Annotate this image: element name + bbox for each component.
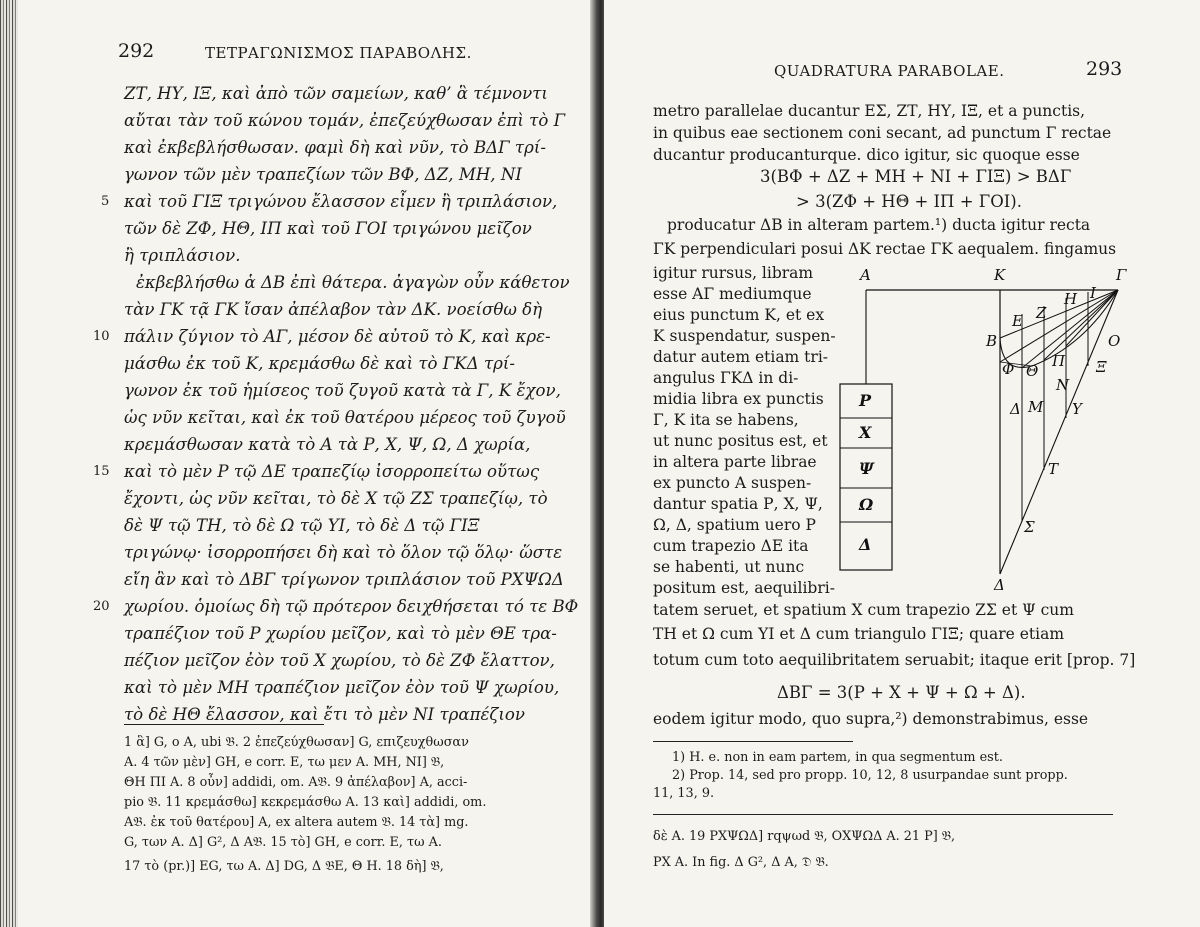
right-line-last: eodem igitur modo, quo supra,²) demonstrabimus, esse xyxy=(653,710,1089,728)
right-line-bottom: totum cum toto aequilibritatem seruabit; itaque erit [prop. 7] xyxy=(653,651,1136,669)
left-line-20: χωρίου. ὁμοίως δὴ τῷ πρότερον δειχθήσεται τό τε ΒΦ xyxy=(124,597,579,616)
left-line-13: ὡς νῦν κεῖται, καὶ ἐκ τοῦ θατέρου μέρεος τοῦ ζυγοῦ xyxy=(124,408,566,427)
equation-1-line-1: 3(ΒΦ + ΔΖ + ΜΗ + ΝΙ + ΓΙΞ) > ΒΔΓ xyxy=(760,167,1072,186)
footnote-line: 2) Prop. 14, sed pro propp. 10, 12, 8 usurpandae sunt propp. xyxy=(672,768,1068,783)
footnote-line: 11, 13, 9. xyxy=(653,786,715,801)
right-line-4: producatur ΔΒ in alteram partem.¹) ducta igitur recta xyxy=(667,216,1091,234)
apparatus-line: 1 ἃ] G, ο A, ubi 𝔅. 2 ἐπεζεύχθωσαν] G, επιζευχθωσαν xyxy=(124,735,469,750)
narrow-line: Κ suspendatur, suspen- xyxy=(653,327,836,345)
left-line-1: ΖΤ, ΗΥ, ΙΞ, καὶ ἀπὸ τῶν σαμείων, καθ’ ἃ τέμνοντι xyxy=(124,84,548,103)
box-label-delta: Δ xyxy=(859,535,872,554)
point-label-zeta: Ζ xyxy=(1036,304,1047,322)
left-page xyxy=(0,0,598,927)
left-line-15: καὶ τὸ μὲν Ρ τῷ ΔΕ τραπεζίῳ ἰσορροπείτω οὕτως xyxy=(124,462,540,481)
point-label-kappa: Κ xyxy=(994,266,1006,284)
narrow-line: in altera parte librae xyxy=(653,453,817,471)
narrow-line: Ω, Δ, spatium uero Ρ xyxy=(653,516,816,534)
right-line-1: metro parallelae ducantur ΕΣ, ΖΤ, ΗΥ, ΙΞ, et a punctis, xyxy=(653,102,1086,120)
point-label-delta: Δ xyxy=(994,576,1005,592)
right-page-number: 293 xyxy=(1086,58,1123,80)
point-label-upsilon: Υ xyxy=(1072,400,1082,418)
apparatus-rule xyxy=(124,724,324,725)
narrow-line: esse ΑΓ mediumque xyxy=(653,285,812,303)
apparatus-line: A. 4 τῶν μὲν] GH, e corr. E, τω μεν A. ΜΗ, ΝΙ] 𝔅, xyxy=(124,755,445,770)
point-label-sigma: Σ xyxy=(1024,518,1035,536)
point-label-gamma: Γ xyxy=(1116,266,1127,284)
narrow-line: eius punctum Κ, et ex xyxy=(653,306,825,324)
footnote-rule xyxy=(653,741,853,742)
narrow-line: igitur rursus, libram xyxy=(653,264,814,282)
left-line-16: ἔχοντι, ὡς νῦν κεῖται, τὸ δὲ Χ τῷ ΖΣ τραπεζίῳ, τὸ xyxy=(124,489,548,508)
page-edge xyxy=(0,0,18,927)
right-line-2: in quibus eae sectionem coni secant, ad punctum Γ rectae xyxy=(653,124,1112,142)
apparatus-line: ΡΧ A. In fig. Δ G², Δ A, 𝔇 𝔅. xyxy=(653,855,829,870)
left-line-11: μάσθω ἐκ τοῦ Κ, κρεμάσθω δὲ καὶ τὸ ΓΚΔ τρί- xyxy=(124,354,516,373)
box-label-chi: Χ xyxy=(859,423,872,442)
line-number-20: 20 xyxy=(93,599,110,614)
line-number-10: 10 xyxy=(93,329,110,344)
point-label-iota: Ι xyxy=(1090,284,1096,302)
narrow-line: positum est, aequilibri- xyxy=(653,579,835,597)
left-line-7: ἢ τριπλάσιον. xyxy=(124,246,241,265)
right-running-head: QUADRATURA PARABOLAE. xyxy=(774,62,1005,80)
point-label-pi: Π xyxy=(1052,352,1066,370)
right-line-3: ducantur producanturque. dico igitur, sic quoque esse xyxy=(653,146,1080,164)
point-label-epsilon: Ε xyxy=(1012,312,1023,330)
left-line-2: αὔται τὰν τοῦ κώνου τομάν, ἐπεζεύχθωσαν ἐπὶ τὸ Γ xyxy=(124,111,566,130)
left-line-12: γωνον ἐκ τοῦ ἡμίσεος τοῦ ζυγοῦ κατὰ τὰ Γ, Κ ἔχον, xyxy=(124,381,561,400)
apparatus-line: 17 τὸ (pr.)] EG, τω A. Δ] DG, Δ 𝔅E, Θ H. 18 δὴ] 𝔅, xyxy=(124,859,444,874)
apparatus-line: δὲ A. 19 ΡΧΨΩΔ] rqψωd 𝔅, ΟΧΨΩΔ A. 21 Ρ] 𝔅, xyxy=(653,829,956,844)
narrow-line: cum trapezio ΔΕ ita xyxy=(653,537,809,555)
apparatus-line: ΘΗ ΠΙ A. 8 οὖν] addidi, om. A𝔅. 9 ἀπέλαβον] A, acci- xyxy=(124,775,468,790)
point-label-alpha: Α xyxy=(860,266,871,284)
apparatus-line: G, των A. Δ] G², Δ A𝔅. 15 τὸ] GH, e corr. E, τω A. xyxy=(124,835,442,850)
left-line-18: τριγώνῳ· ἰσορροπήσει δὴ καὶ τὸ ὅλον τῷ ὅλῳ· ὥστε xyxy=(124,543,563,562)
narrow-line: datur autem etiam tri- xyxy=(653,348,829,366)
point-label-eta: Η xyxy=(1064,290,1078,308)
box-label-psi: Ψ xyxy=(859,459,874,478)
narrow-line: angulus ΓΚΔ in di- xyxy=(653,369,799,387)
point-label-xi: Ξ xyxy=(1096,358,1107,376)
left-line-24: τὸ δὲ ΗΘ ἔλασσον, καὶ ἔτι τὸ μὲν ΝΙ τραπέζιον xyxy=(124,705,525,724)
left-line-21: τραπέζιον τοῦ Ρ χωρίου μεῖζον, καὶ τὸ μὲν ΘΕ τρα- xyxy=(124,624,557,643)
right-line-bottom: tatem seruet, et spatium Χ cum trapezio ΖΣ et Ψ cum xyxy=(653,601,1074,619)
narrow-line: ut nunc positus est, et xyxy=(653,432,828,450)
left-line-23: καὶ τὸ μὲν ΜΗ τραπέζιον μεῖζον ἐὸν τοῦ Ψ χωρίου, xyxy=(124,678,560,697)
left-line-8: ἐκβεβλήσθω ἁ ΔΒ ἐπὶ θάτερα. ἀγαγὼν οὖν κάθετον xyxy=(136,273,570,292)
line-number-5: 5 xyxy=(101,194,110,209)
left-line-4: γωνον τῶν μὲν τραπεζίων τῶν ΒΦ, ΔΖ, ΜΗ, ΝΙ xyxy=(124,165,522,184)
apparatus-rule-right xyxy=(653,814,1113,815)
point-label-phi: Φ xyxy=(1002,360,1015,378)
left-line-22: πέζιον μεῖζον ἐὸν τοῦ Χ χωρίου, τὸ δὲ ΖΦ ἔλαττον, xyxy=(124,651,555,670)
narrow-line: ex puncto Α suspen- xyxy=(653,474,812,492)
equation-2: ΔΒΓ = 3(Ρ + Χ + Ψ + Ω + Δ). xyxy=(777,683,1026,702)
line-dg xyxy=(1000,290,1121,574)
point-label-nu: Ν xyxy=(1056,376,1070,394)
box-label-omega: Ω xyxy=(859,495,874,514)
apparatus-line: A𝔅. ἐκ τοῦ θατέρου] A, ex altera autem 𝔅. 14 τὰ] mg. xyxy=(124,815,469,830)
left-line-9: τὰν ΓΚ τᾷ ΓΚ ἴσαν ἀπέλαβον τὰν ΔΚ. νοείσθω δὴ xyxy=(124,300,543,319)
left-line-19: εἴη ἂν καὶ τὸ ΔΒΓ τρίγωνον τριπλάσιον τοῦ ΡΧΨΩΔ xyxy=(124,570,564,589)
apparatus-line: pio 𝔅. 11 κρεμάσθω] κεκρεμάσθω A. 13 καὶ] addidi, om. xyxy=(124,795,487,810)
left-page-number: 292 xyxy=(118,40,155,62)
point-label-delta-2: Δ xyxy=(1010,400,1021,418)
parabola-figure xyxy=(826,262,1130,592)
narrow-line: dantur spatia Ρ, Χ, Ψ, xyxy=(653,495,823,513)
point-label-omicron: Ο xyxy=(1108,332,1121,350)
left-line-3: καὶ ἐκβεβλήσθωσαν. φαμὶ δὴ καὶ νῦν, τὸ ΒΔΓ τρί- xyxy=(124,138,546,157)
point-label-tau: Τ xyxy=(1048,460,1059,478)
left-line-10: πάλιν ζύγιον τὸ ΑΓ, μέσον δὲ αὐτοῦ τὸ Κ, καὶ κρε- xyxy=(124,327,551,346)
left-line-14: κρεμάσθωσαν κατὰ τὸ Α τὰ Ρ, Χ, Ψ, Ω, Δ χωρία, xyxy=(124,435,531,454)
point-label-mu: Μ xyxy=(1028,398,1044,416)
left-line-5: καὶ τοῦ ΓΙΞ τριγώνου ἔλασσον εἶμεν ἢ τριπλάσιον, xyxy=(124,192,558,211)
footnote-line: 1) H. e. non in eam partem, in qua segmentum est. xyxy=(672,750,1003,765)
line-pi-g xyxy=(1044,290,1121,360)
narrow-line: midia libra ex punctis xyxy=(653,390,824,408)
point-label-beta: Β xyxy=(986,332,998,350)
narrow-line: se habenti, ut nunc xyxy=(653,558,805,576)
box-label-rho: Ρ xyxy=(859,391,872,410)
equation-1-line-2: > 3(ΖΦ + ΗΘ + ΙΠ + ΓΟΙ). xyxy=(796,192,1022,211)
line-number-15: 15 xyxy=(93,464,110,479)
left-line-17: δὲ Ψ τῷ ΤΗ, τὸ δὲ Ω τῷ ΥΙ, τὸ δὲ Δ τῷ ΓΙΞ xyxy=(124,516,480,535)
right-line-5: ΓΚ perpendiculari posui ΔΚ rectae ΓΚ aequalem. fingamus xyxy=(653,240,1117,258)
right-line-bottom: ΤΗ et Ω cum ΥΙ et Δ cum triangulo ΓΙΞ; quare etiam xyxy=(653,625,1065,643)
narrow-line: Γ, Κ ita se habens, xyxy=(653,411,799,429)
point-label-theta: Θ xyxy=(1026,362,1039,380)
left-running-head: ΤΕΤΡΑΓΩΝΙΣΜΟΣ ΠΑΡΑΒΟΛΗΣ. xyxy=(205,44,472,62)
left-line-6: τῶν δὲ ΖΦ, ΗΘ, ΙΠ καὶ τοῦ ΓΟΙ τριγώνου μεῖζον xyxy=(124,219,532,238)
